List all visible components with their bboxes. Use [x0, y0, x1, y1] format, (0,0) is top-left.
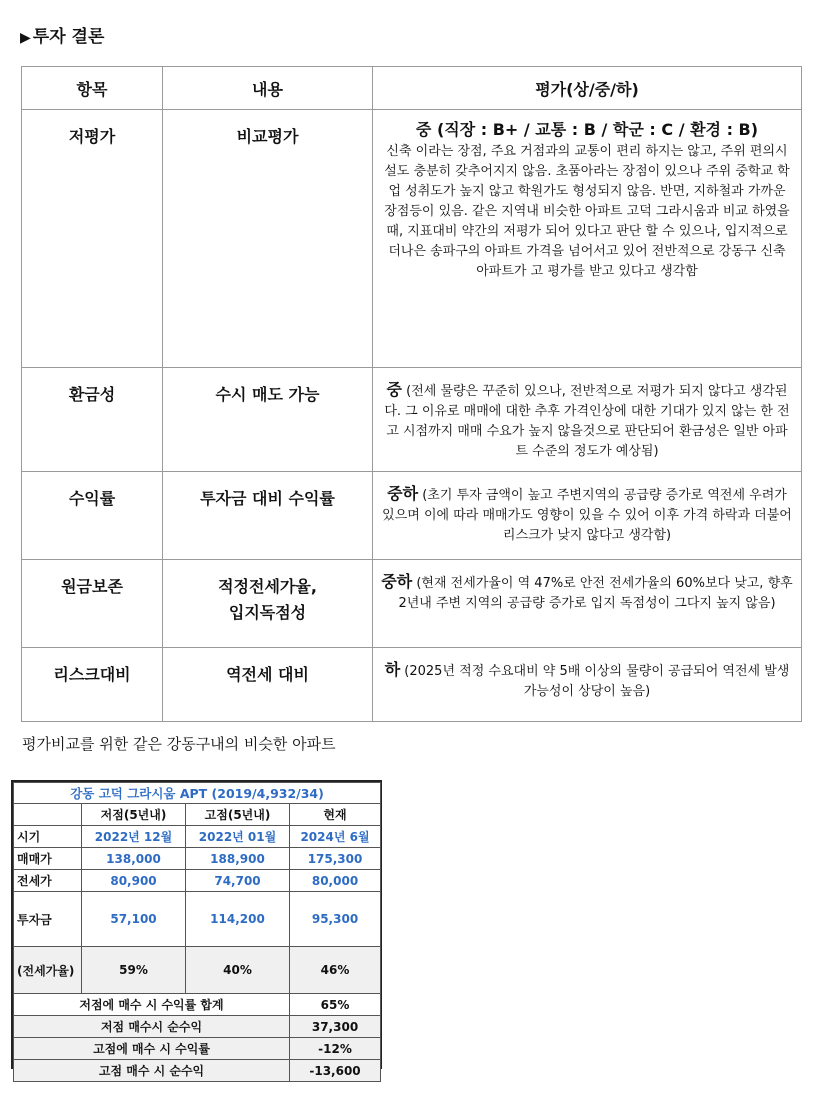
- apt-cell: 2022년 12월: [82, 826, 186, 848]
- apt-header-current: 현재: [290, 804, 381, 826]
- row-item: 저평가: [22, 110, 163, 368]
- summary-label: 저점 매수시 순수익: [14, 1016, 290, 1038]
- table-row: [14, 848, 381, 870]
- table-row: [14, 826, 381, 848]
- comparison-subtitle: 평가비교를 위한 같은 강동구내의 비슷한 아파트: [22, 735, 336, 753]
- row-grade: 중하: [387, 484, 419, 503]
- row-evaluation: [373, 648, 802, 722]
- apartment-comparison-table: [11, 780, 382, 1078]
- table-header-row: [22, 67, 802, 110]
- apt-row-label: 투자금: [14, 892, 82, 947]
- summary-row: [14, 994, 381, 1016]
- row-item: 수익률: [22, 472, 163, 560]
- apt-cell: 2022년 01월: [186, 826, 290, 848]
- summary-row: [14, 1060, 381, 1082]
- table-row: [14, 870, 381, 892]
- apartment-table: [13, 782, 381, 1082]
- row-description: (초기 투자 금액이 높고 주변지역의 공급량 증가로 역전세 우려가 있으며 이에 따라 매매가도 영향이 있을 수 있어 이후 가격 하락과 더불어 리스크가 낮지 않다고 생각함): [382, 488, 792, 543]
- apt-row-label: 전세가: [14, 870, 82, 892]
- apt-row-label: (전세가율): [14, 947, 82, 994]
- row-grade: 중하: [381, 572, 413, 591]
- apt-cell: 2024년 6월: [290, 826, 381, 848]
- row-evaluation: [373, 110, 802, 368]
- apt-cell: 188,900: [186, 848, 290, 870]
- summary-label: 고점에 매수 시 수익률: [14, 1038, 290, 1060]
- row-content-line: 적정전세가율,: [218, 577, 317, 596]
- table-row: [14, 892, 381, 947]
- investment-evaluation-table: [21, 66, 802, 722]
- table-row: [22, 472, 802, 560]
- row-content: [163, 110, 373, 368]
- row-content: [163, 560, 373, 648]
- summary-row: [14, 1038, 381, 1060]
- apt-cell: 57,100: [82, 892, 186, 947]
- row-content-line: 역전세 대비: [226, 665, 309, 684]
- triangle-bullet-icon: ▶: [20, 30, 31, 46]
- section-heading-text: 투자 결론: [32, 27, 105, 47]
- apt-title-row: [14, 783, 381, 804]
- table-row: [22, 648, 802, 722]
- summary-value: 37,300: [290, 1016, 381, 1038]
- row-grade: 하: [384, 660, 401, 679]
- header-grade: 평가(상/중/하): [373, 67, 802, 110]
- apt-cell: 59%: [82, 947, 186, 994]
- apt-cell: 80,900: [82, 870, 186, 892]
- row-item: 환금성: [22, 368, 163, 472]
- summary-row: [14, 1016, 381, 1038]
- apt-cell: 114,200: [186, 892, 290, 947]
- summary-label: 고점 매수 시 순수익: [14, 1060, 290, 1082]
- apt-header-blank: [14, 804, 82, 826]
- row-item: 리스크대비: [22, 648, 163, 722]
- row-content-line: 수시 매도 가능: [215, 385, 320, 404]
- apt-title: 강동 고덕 그라시움 APT (2019/4,932/34): [14, 783, 381, 804]
- row-content-line: 비교평가: [236, 127, 299, 146]
- summary-label: 저점에 매수 시 수익률 합계: [14, 994, 290, 1016]
- summary-value: -13,600: [290, 1060, 381, 1082]
- header-content: 내용: [163, 67, 373, 110]
- section-heading: [20, 22, 104, 47]
- row-description: (전세 물량은 꾸준히 있으나, 전반적으로 저평가 되지 않다고 생각된다. 그 이유로 매매에 대한 추후 가격인상에 대한 기대가 있지 않는 한 전고 시점까지 매매 수요가 높지 않을것으로 판단되어 환금성은 일반 아파트 수준의 정도가 예상됨): [384, 384, 790, 459]
- row-grade: 중 (직장 : B+ / 교통 : B / 학군 : C / 환경 : B): [415, 120, 759, 139]
- apt-header-row: [14, 804, 381, 826]
- table-row: [22, 560, 802, 648]
- header-item: 항목: [22, 67, 163, 110]
- row-content-line: 입지독점성: [228, 603, 307, 622]
- row-item: 원금보존: [22, 560, 163, 648]
- apt-cell: 138,000: [82, 848, 186, 870]
- row-grade: 중: [386, 380, 402, 399]
- row-evaluation: [373, 472, 802, 560]
- apt-cell: 46%: [290, 947, 381, 994]
- row-content: [163, 472, 373, 560]
- apt-cell: 175,300: [290, 848, 381, 870]
- row-description: (현재 전세가율이 역 47%로 안전 전세가율의 60%보다 낮고, 향후 2년내 주변 지역의 공급량 증가로 입지 독점성이 그다지 높지 않음): [398, 576, 793, 611]
- summary-value: 65%: [290, 994, 381, 1016]
- row-description: 신축 이라는 장점, 주요 거점과의 교통이 편리 하지는 않고, 주위 편의시설도 충분히 갖추어지지 않음. 초품아라는 장점이 있으나 주위 중학교 학업 성취도가 높지 않고 학원가도 형성되지 않음. 반면, 지하철과 가까운 장점등이 있음. 같은 지역내 비슷한 아파트 고덕 그라시움과 비교 하였을때, 지표대비 약간의 저평가 되어 있다고 판단 할 수 있으나, 입지적으로 더나은 송파구의 아파트 가격을 넘어서고 있어 전반적으로 강동구 신축 아파트가 고 평가를 받고 있다고 생각함: [384, 144, 790, 279]
- row-content: [163, 648, 373, 722]
- row-description: (2025년 적정 수요대비 약 5배 이상의 물량이 공급되어 역전세 발생 가능성이 상당이 높음): [404, 664, 790, 699]
- apt-header-high: 고점(5년내): [186, 804, 290, 826]
- table-row: [14, 947, 381, 994]
- row-content-line: 투자금 대비 수익률: [200, 489, 335, 508]
- apt-row-label: 시기: [14, 826, 82, 848]
- apt-cell: 95,300: [290, 892, 381, 947]
- row-evaluation: [373, 368, 802, 472]
- summary-value: -12%: [290, 1038, 381, 1060]
- apt-row-label: 매매가: [14, 848, 82, 870]
- apt-header-low: 저점(5년내): [82, 804, 186, 826]
- apt-cell: 74,700: [186, 870, 290, 892]
- table-row: [22, 110, 802, 368]
- row-evaluation: [373, 560, 802, 648]
- row-content: [163, 368, 373, 472]
- apt-cell: 40%: [186, 947, 290, 994]
- table-row: [22, 368, 802, 472]
- apt-cell: 80,000: [290, 870, 381, 892]
